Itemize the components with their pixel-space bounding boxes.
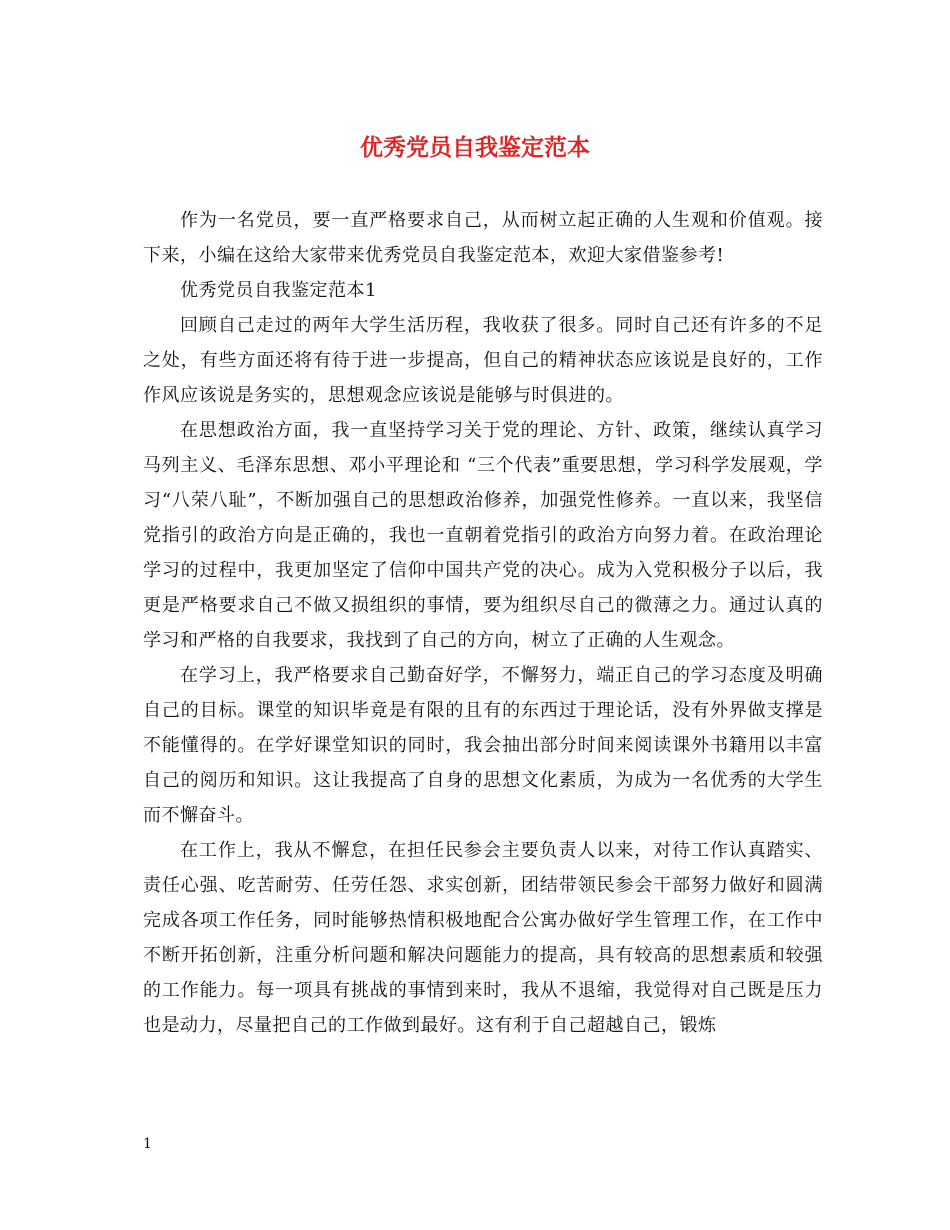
paragraph-review: 回顾自己走过的两年大学生活历程，我收获了很多。同时自己还有许多的不足之处，有些方面还将有待于进一步提高，但自己的精神状态应该说是良好的，工作作风应该说是务实的，思想观念应该说是能够与时俱进的。 [143,315,823,406]
section-heading: 优秀党员自我鉴定范本1 [180,280,377,301]
page-number: 1 [143,1136,152,1152]
paragraph-study: 在学习上，我严格要求自己勤奋好学，不懈努力，端正自己的学习态度及明确自己的目标。课堂的知识毕竟是有限的且有的东西过于理论话，没有外界做支撑是不能懂得的。在学好课堂知识的同时，我会抽出部分时间来阅读课外书籍用以丰富自己的阅历和知识。这让我提高了自身的思想文化素质，为成为一名优秀的大学生而不懈奋斗。 [143,665,823,826]
paragraph-work: 在工作上，我从不懈怠，在担任民参会主要负责人以来，对待工作认真踏实、责任心强、吃苦耐劳、任劳任怨、求实创新，团结带领民参会干部努力做好和圆满完成各项工作任务，同时能够热情积极地配合公寓办做好学生管理工作，在工作中不断开拓创新，注重分析问题和解决问题能力的提高，具有较高的思想素质和较强的工作能力。每一项具有挑战的事情到来时，我从不退缩，我觉得对自己既是压力也是动力，尽量把自己的工作做到最好。这有利于自己超越自己，锻炼 [143,840,823,1036]
document-body [143,203,823,1043]
paragraph-politics: 在思想政治方面，我一直坚持学习关于党的理论、方针、政策，继续认真学习马列主义、毛泽东思想、邓小平理论和 “三个代表”重要思想，学习科学发展观，学习“八荣八耻”，不断加强自己的思想政治修养，加强党性修养。一直以来，我坚信党指引的政治方向是正确的，我也一直朝着党指引的政治方向努力着。在政治理论学习的过程中，我更加坚定了信仰中国共产党的决心。成为入党积极分子以后，我更是严格要求自己不做又损组织的事情，要为组织尽自己的微薄之力。通过认真的学习和严格的自我要求，我找到了自己的方向，树立了正确的人生观念。 [143,420,823,651]
paragraph-intro: 作为一名党员，要一直严格要求自己，从而树立起正确的人生观和价值观。接下来，小编在这给大家带来优秀党员自我鉴定范本，欢迎大家借鉴参考! [143,210,823,266]
document-title: 优秀党员自我鉴定范本 [360,134,590,161]
